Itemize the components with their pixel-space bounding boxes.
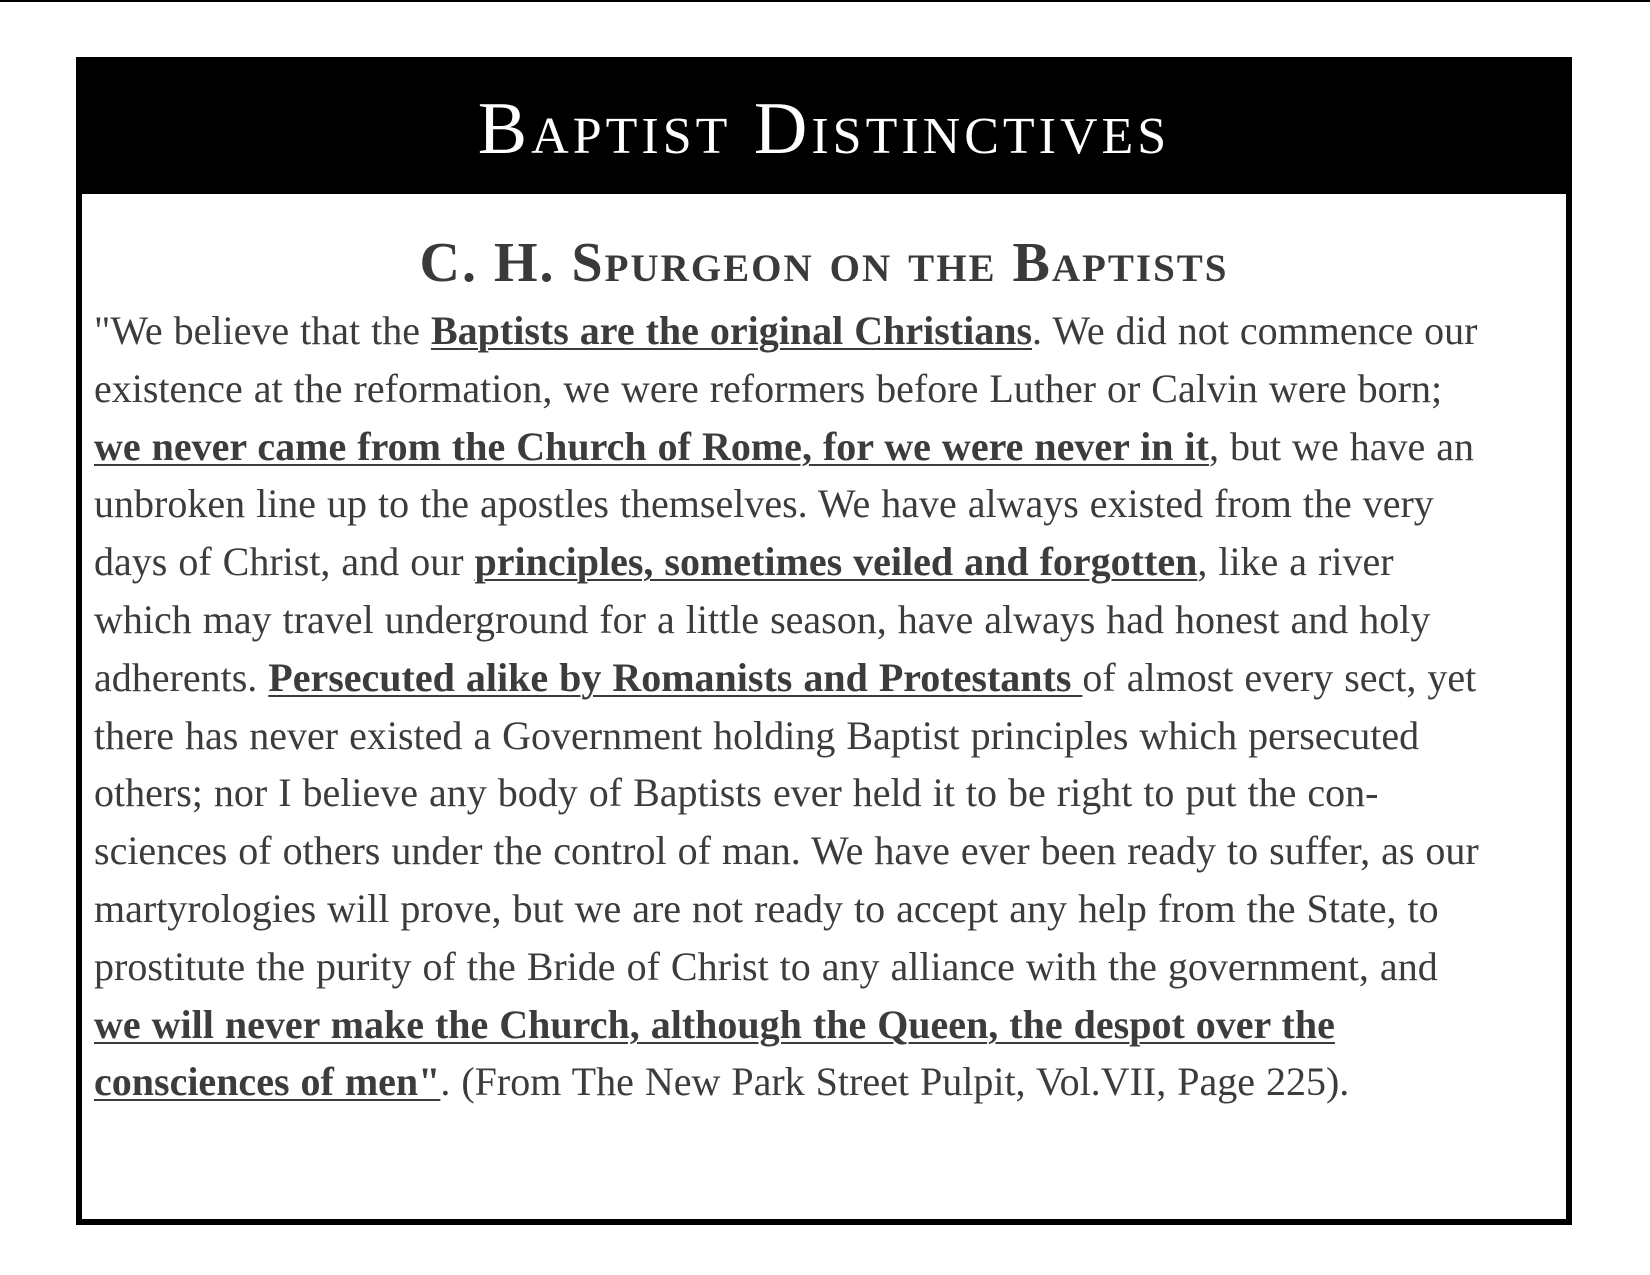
- title-banner: [82, 63, 1566, 194]
- quote-text: others; nor I believe any body of Baptists ever held it to be right to put the con-: [94, 770, 1379, 816]
- quote-text: there has never existed a Government holding Baptist principles which persecuted: [94, 712, 1420, 758]
- quote-text: prostitute the purity of the Bride of Christ to any alliance with the government, and: [94, 943, 1438, 989]
- quote-line: [94, 822, 1564, 880]
- quote-line: [94, 418, 1564, 476]
- citation-text: . (From The New Park Street Pulpit, Vol.VII, Page 225).: [440, 1059, 1350, 1105]
- subtitle: C. H. Spurgeon on the Baptists: [419, 232, 1229, 294]
- quote-text: , like a river: [1197, 539, 1394, 585]
- content-frame: [76, 57, 1572, 1225]
- quote-line: [94, 302, 1564, 360]
- quote-line: [94, 533, 1564, 591]
- quote-line: [94, 475, 1564, 533]
- top-rule: [0, 0, 1650, 2]
- quote-line: [94, 591, 1564, 649]
- emphasis-text: we will never make the Church, although the Queen, the despot over the: [94, 1001, 1335, 1047]
- emphasis-text: principles, sometimes veiled and forgotten: [474, 539, 1198, 585]
- quote-text: , but we have an: [1208, 423, 1474, 469]
- quote-line: [94, 360, 1564, 418]
- quote-line: [94, 764, 1564, 822]
- quote-text: sciences of others under the control of man. We have ever been ready to suffer, as our: [94, 828, 1479, 874]
- emphasis-text: Persecuted alike by Romanists and Protestants: [268, 654, 1083, 700]
- quote-text: existence at the reformation, we were reformers before Luther or Calvin were born;: [94, 365, 1443, 411]
- quote-text: "We believe that the: [94, 308, 431, 353]
- quote-line: [94, 649, 1564, 707]
- quote-text: adherents.: [94, 654, 269, 700]
- quote-text: of almost every sect, yet: [1082, 654, 1477, 700]
- quote-line: [94, 880, 1564, 938]
- banner-title: Baptist Distinctives: [477, 87, 1171, 170]
- emphasis-text: we never came from the Church of Rome, for we were never in it: [94, 423, 1209, 469]
- quote-text: days of Christ, and our: [94, 539, 475, 585]
- emphasis-text: consciences of men": [94, 1059, 441, 1105]
- emphasis-text: Baptists are the original Christians: [430, 308, 1033, 353]
- quote-text: which may travel underground for a little season, have always had honest and holy: [94, 596, 1431, 642]
- quote-line: [94, 996, 1564, 1054]
- quote-text: unbroken line up to the apostles themselves. We have always existed from the very: [94, 481, 1434, 527]
- quote-text: martyrologies will prove, but we are not ready to accept any help from the State, to: [94, 885, 1439, 931]
- quote-text: . We did not commence our: [1032, 308, 1478, 353]
- quote-line: [94, 938, 1564, 996]
- quote-line: [94, 1053, 1564, 1111]
- quote-line: [94, 707, 1564, 765]
- spurgeon-quote: [94, 302, 1564, 1111]
